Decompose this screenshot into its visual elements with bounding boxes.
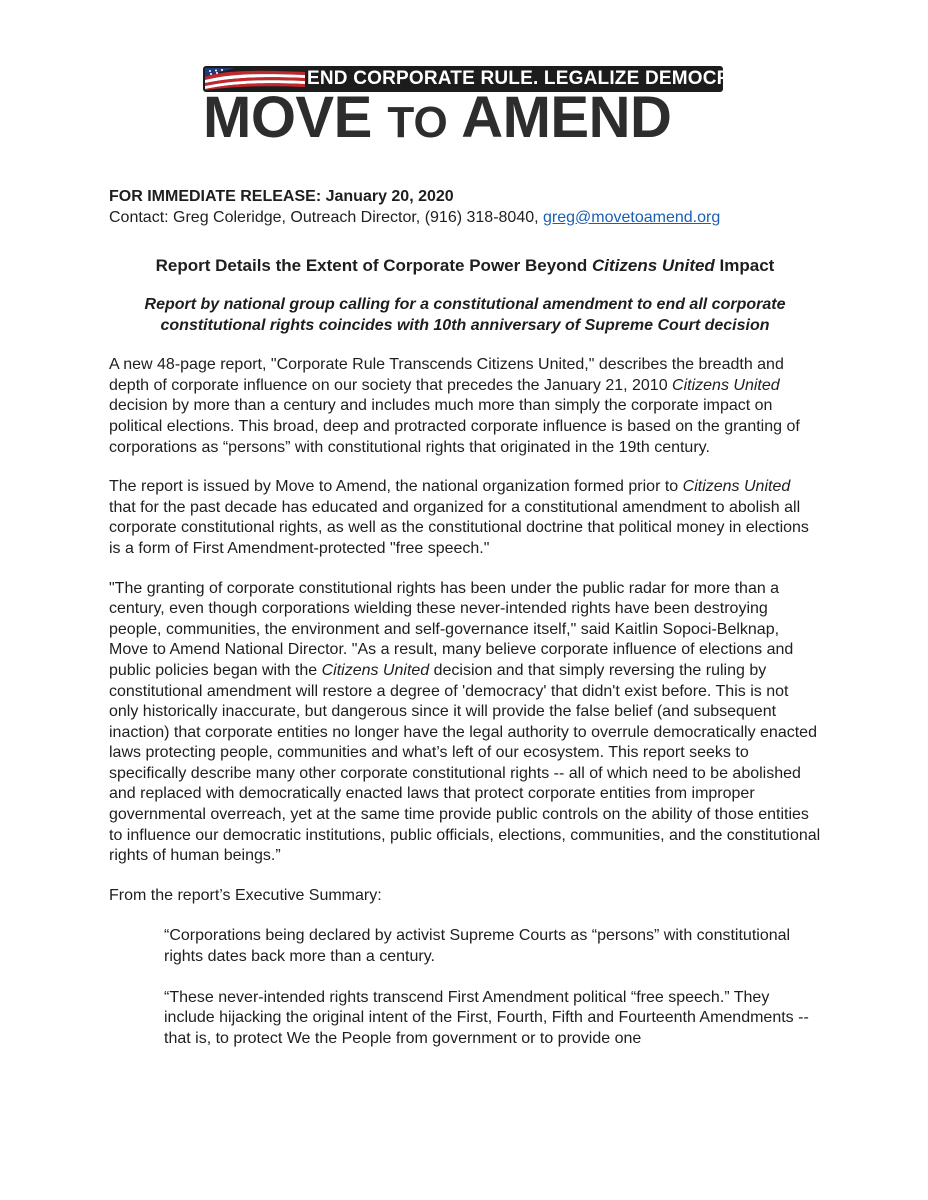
logo-title-to: TO — [387, 98, 448, 147]
paragraph-3-text-a: "The granting of corporate constitutional rights has been under the public radar for more than a century, even though corporations wielding these never-intended rights have been destroying people, communities, the environment and self-governance itself," said Kaitlin Sopoci-Belknap, Move to Amend National Director. "As a result, many believe corporate influence of elections and public policies began with the — [109, 579, 794, 679]
paragraph-2-italic: Citizens United — [682, 478, 791, 496]
paragraph-3-italic: Citizens United — [321, 661, 430, 679]
contact-email-link[interactable]: greg@movetoamend.org — [543, 208, 721, 226]
headline — [109, 255, 821, 277]
logo-title-move: MOVE — [203, 85, 388, 150]
quote-2: “These never-intended rights transcend First Amendment political “free speech.” They include hijacking the original intent of the First, Fourth, Fifth and Fourteenth Amendments -- that is, to protect We the People from government or to provide one — [164, 988, 809, 1047]
paragraph-2 — [109, 477, 821, 559]
paragraph-3 — [109, 579, 821, 867]
subheadline: Report by national group calling for a constitutional amendment to end all corporate constitutional rights coincides with 10th anniversary of Supreme Court decision — [144, 296, 786, 335]
paragraph-1-text-b: decision by more than a century and includes much more than simply the corporate impact on political elections. This broad, deep and protracted corporate influence is based on the granting of corporations as “persons” with constitutional rights that originated in the 19th century. — [109, 397, 800, 456]
contact-details: Contact: Greg Coleridge, Outreach Director, (916) 318-8040, — [109, 208, 543, 226]
paragraph-1 — [109, 355, 821, 458]
paragraph-1-text-a: A new 48-page report, "Corporate Rule Transcends Citizens United," describes the breadth and depth of corporate influence on our society that precedes the January 21, 2010 — [109, 356, 784, 394]
paragraph-2-text-a: The report is issued by Move to Amend, the national organization formed prior to — [109, 478, 683, 496]
headline-italic: Citizens United — [592, 256, 715, 276]
paragraph-2-text-b: that for the past decade has educated and organized for a constitutional amendment to abolish all corporate constitutional rights, as well as the constitutional doctrine that political money in elections is a form of First Amendment-protected "free speech." — [109, 498, 809, 557]
headline-end: Impact — [714, 256, 775, 276]
logo-tagline: END CORPORATE RULE. LEGALIZE DEMOCRACY. — [307, 68, 775, 89]
paragraph-1-italic: Citizens United — [672, 376, 780, 394]
logo-title-amend: AMEND — [447, 85, 672, 150]
release-date-line: FOR IMMEDIATE RELEASE: January 20, 2020 — [109, 188, 454, 205]
paragraph-3-text-b: decision and that simply reversing the ruling by constitutional amendment will restore a degree of 'democracy' that didn't exist before. This is not only historically inaccurate, but dangerous since it will provide the false belief (and subsequent inaction) that corporate entities no longer have the legal authority to overrule democratically enacted laws protecting people, communities and what’s left of our ecosystem. This report seeks to specifically describe many other corporate constitutional rights -- all of which need to be abolished and replaced with democratically enacted laws that protect corporate entities from improper governmental overreach, yet at the same time provide public controls on the ability of those entities to influence our democratic institutions, public officials, elections, communities, and the constitutional rights of human beings.” — [109, 661, 821, 865]
press-release-body — [109, 187, 821, 1049]
contact-line — [109, 208, 821, 229]
paragraph-4: From the report’s Executive Summary: — [109, 886, 382, 904]
headline-start: Report Details the Extent of Corporate Power Beyond — [155, 256, 593, 276]
quote-1: “Corporations being declared by activist Supreme Courts as “persons” with constitutional rights dates back more than a century. — [164, 927, 791, 966]
move-to-amend-logo — [203, 66, 775, 150]
logo-title — [203, 85, 723, 150]
